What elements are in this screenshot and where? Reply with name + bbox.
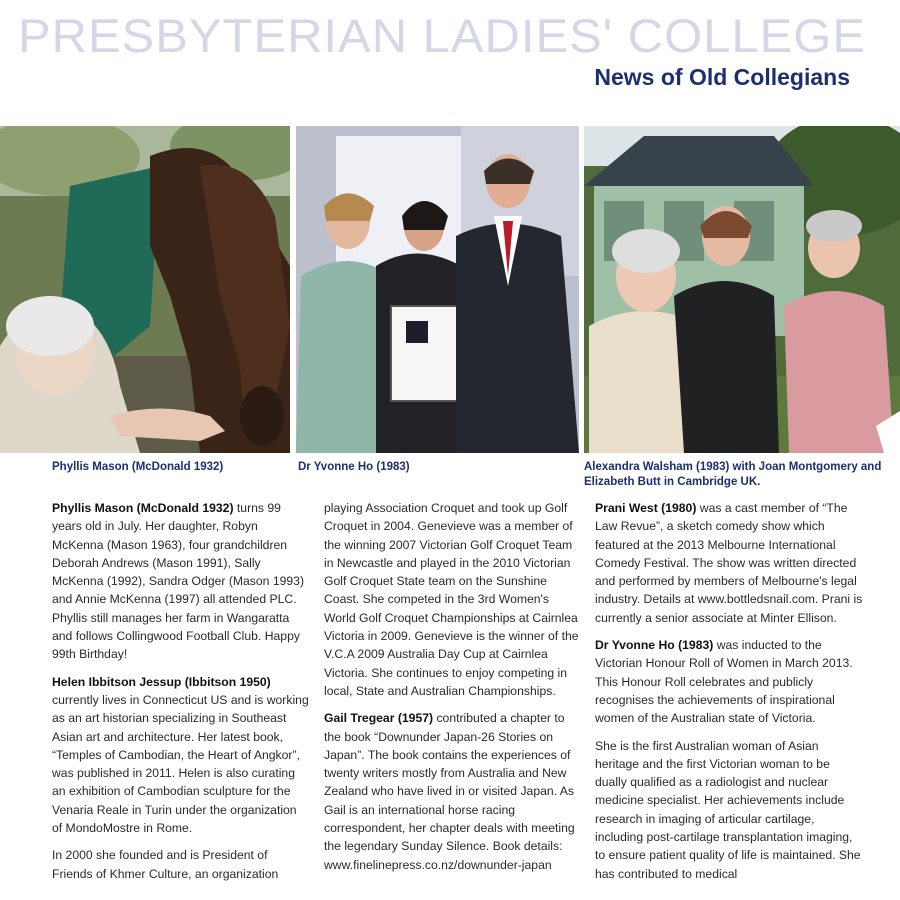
photo-phyllis-mason-with-horse <box>0 126 290 453</box>
paragraph-text: was a cast member of “The Law Revue”, a sketch comedy show which featured at the 2013 Melbourne International Comedy Festival. The show was written directed and performed by members of Melbourne's legal industry. Details at www.bottledsnail.com. Prani is currently a senior associate at Minter Ellison. <box>595 501 863 625</box>
paragraph-text: She is the first Australian woman of Asian heritage and the first Victorian woman to be dually qualified as a radiologist and nuclear medicine specialist. Her achievements include research in imaging of articular cartilage, including post-cartilage transplantation imaging, to ensure patient quality of life is maintained. She has contributed to medical <box>595 738 861 881</box>
caption-photo3: Alexandra Walsham (1983) with Joan Montgomery and Elizabeth Butt in Cambridge UK. <box>584 461 882 488</box>
paragraph-text: In 2000 she founded and is President of Friends of Khmer Culture, an organization <box>52 848 279 881</box>
paragraph-helen-jessup <box>52 673 310 838</box>
lead-name: Prani West (1980) <box>595 501 697 515</box>
paragraph-text: turns 99 years old in July. Her daughter, Robyn McKenna (Mason 1963), four grandchildren Deborah Andrews (Mason 1991), Sally McKenna (1992), Sandra Odger (Mason 1993) and Annie McKenna (1997) all attended PLC. Phyllis still manages her farm in Wangaratta and follows Collingwood Football Club. Happy 99th Birthday! <box>52 501 305 662</box>
article-column-2 <box>324 499 582 883</box>
paragraph-yvonne-ho <box>595 636 865 727</box>
paragraph-gail-tregear <box>324 709 582 874</box>
lead-name: Gail Tregear (1957) <box>324 711 434 726</box>
paragraph-phyllis-mason <box>52 499 310 664</box>
paragraph-yvonne-ho-achievements <box>595 737 865 883</box>
lead-name: Dr Yvonne Ho (1983) <box>595 638 714 653</box>
paragraph-prani-west <box>595 499 865 627</box>
masthead: PRESBYTERIAN LADIES' COLLEGE <box>18 9 866 62</box>
paragraph-genevieve-croquet <box>324 499 582 700</box>
paragraph-text: playing Association Croquet and took up Golf Croquet in 2004. Genevieve was a member of the winning 2007 Victorian Golf Croquet Team in Newcastle and played in the 2010 Victorian Golf Croquet State team on the Sunshine Coast. She competed in the 3rd Women's World Golf Croquet Championships at Cairnlea Victoria in 2009. Genevieve is the winner of the V.C.A 2009 Australia Day Cup at Cairnlea Victoria. She continues to enjoy competing in local, State and Australian Championships. <box>324 501 579 698</box>
article-column-3 <box>595 499 865 892</box>
section-title: News of Old Collegians <box>594 64 850 90</box>
lead-name: Phyllis Mason (McDonald 1932) <box>52 501 234 515</box>
paragraph-text: was inducted to the Victorian Honour Roll of Women in March 2013. This Honour Roll celebrates and publicly recognises the achievements of inspirational women of the Australian state of Victoria. <box>595 638 853 726</box>
paragraph-text: contributed a chapter to the book “Downunder Japan-26 Stories on Japan”. The book contains the experiences of twenty writers mostly from Australia and New Zealand who have lived in or visited Japan. As Gail is an international horse racing correspondent, her chapter deals with meeting the legendary Sunday Silence. Book details: www.finelinepress.co.nz/downunder-japan <box>324 711 575 872</box>
paragraph-khmer-culture <box>52 846 310 883</box>
photo-yvonne-ho-award <box>296 126 579 453</box>
caption-photo2: Dr Yvonne Ho (1983) <box>298 461 410 473</box>
lead-name: Helen Ibbitson Jessup (Ibbitson 1950) <box>52 674 271 689</box>
paragraph-text: currently lives in Connecticut US and is working as an art historian specializing in Southeast Asian art and architecture. Her latest book, “Temples of Cambodian, the Heart of Angkor”, was published in 2011. Helen is also curating an exhibition of Cambodian sculpture for the Venaria Reale in Turin under the organization of MondoMostre in Rome. <box>52 692 309 836</box>
photo-alexandra-walsham-cambridge <box>584 126 900 453</box>
article-column-1 <box>52 499 310 892</box>
caption-photo1: Phyllis Mason (McDonald 1932) <box>52 461 224 473</box>
